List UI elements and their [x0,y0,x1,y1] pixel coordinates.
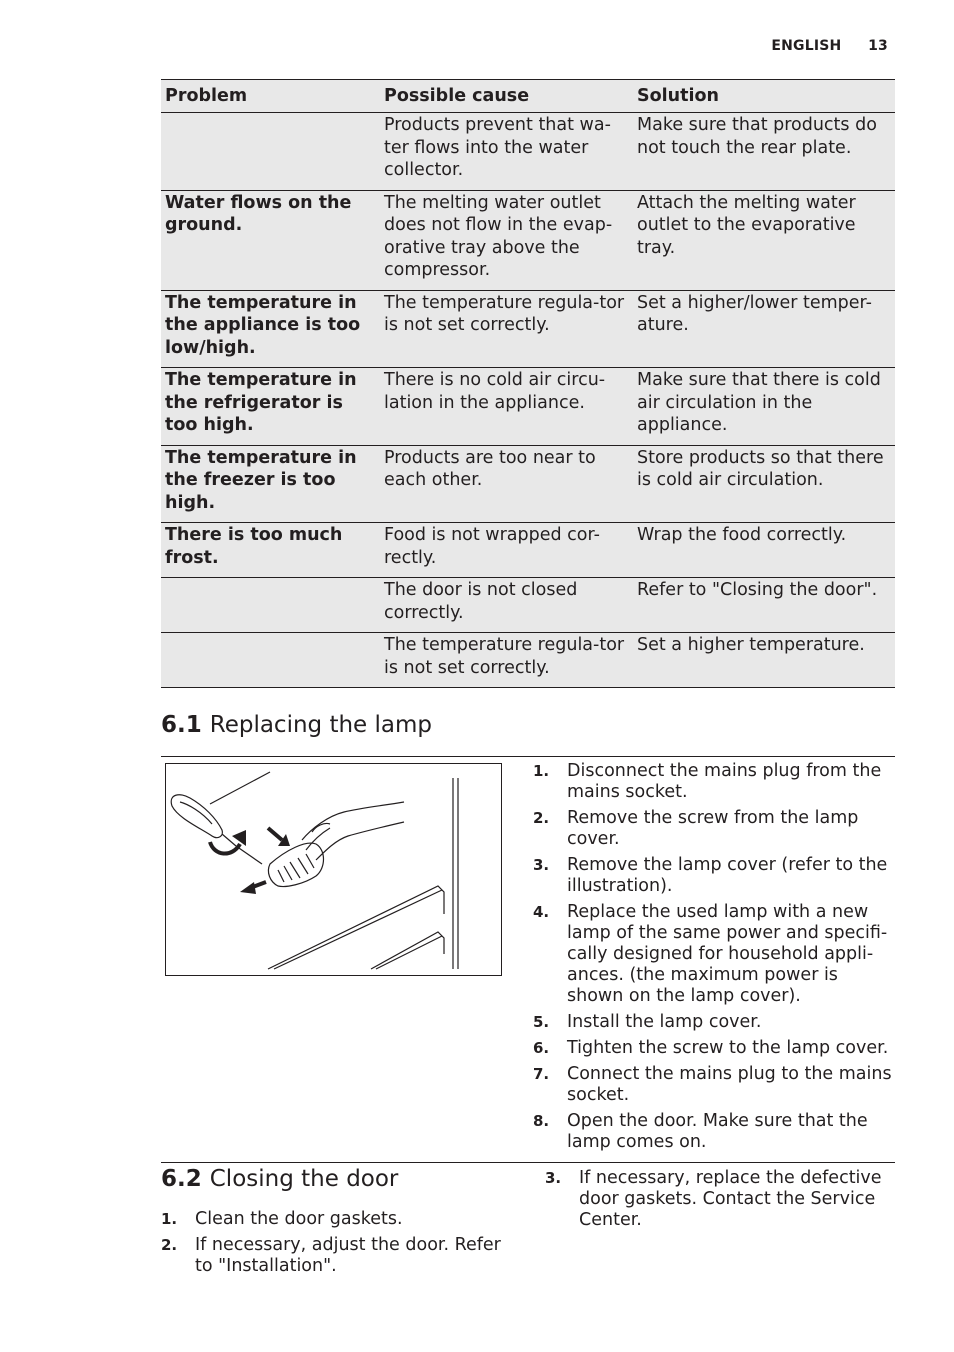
section-divider [161,756,895,757]
list-item [533,1038,893,1059]
door-steps-list-right [545,1168,890,1236]
cell-cause: Products prevent that wa-ter flows into the water collector. [380,113,633,191]
cell-solution: Make sure that products do not touch the rear plate. [633,113,895,191]
list-item [533,1012,893,1033]
lamp-steps-list [533,761,893,1158]
step-number: 4. [533,903,550,921]
list-item [161,1209,501,1230]
step-text: Remove the lamp cover (refer to the illustration). [567,855,888,896]
cell-solution: Wrap the food correctly. [633,523,895,578]
list-item [533,808,893,850]
lamp-replacement-illustration [165,763,502,976]
list-item [533,1111,893,1153]
step-number: 7. [533,1065,550,1083]
cell-problem: There is too much frost. [161,523,380,578]
cell-problem [161,578,380,633]
troubleshooting-table [161,79,895,688]
list-item [533,855,893,897]
step-number: 3. [533,856,550,874]
section-heading-closing-door [161,1166,398,1192]
cell-problem [161,633,380,688]
lamp-replacement-icon [166,764,501,975]
section-title: Replacing the lamp [209,712,433,738]
section-title: Closing the door [209,1166,399,1192]
table-row [161,290,895,368]
section-heading-replacing-lamp [161,712,432,738]
step-text: Tighten the screw to the lamp cover. [567,1038,889,1058]
cell-cause: Food is not wrapped cor-rectly. [380,523,633,578]
cell-solution: Set a higher temperature. [633,633,895,688]
cell-solution: Make sure that there is cold air circulation in the appliance. [633,368,895,446]
cell-cause: The door is not closed correctly. [380,578,633,633]
cell-cause: Products are too near to each other. [380,445,633,523]
cell-solution: Refer to "Closing the door". [633,578,895,633]
step-number: 8. [533,1112,550,1130]
step-number: 1. [161,1210,178,1228]
column-header-solution: Solution [633,80,895,113]
cell-solution: Store products so that there is cold air circulation. [633,445,895,523]
table-header-row [161,80,895,113]
list-item [533,902,893,1007]
door-steps-list-left [161,1209,501,1282]
step-number: 2. [533,809,550,827]
cell-problem [161,113,380,191]
step-text: If necessary, adjust the door. Refer to "Installation". [195,1235,501,1276]
step-number: 1. [533,762,550,780]
step-text: Replace the used lamp with a new lamp of the same power and specifi-cally designed for household appli-ances. (the maximum power is shown on the lamp cover). [567,902,888,1006]
step-text: Remove the screw from the lamp cover. [567,808,859,849]
table-row [161,523,895,578]
header-language: ENGLISH [771,38,842,54]
table-row [161,445,895,523]
cell-problem: The temperature in the freezer is too high. [161,445,380,523]
list-item [161,1235,501,1277]
cell-problem: Water flows on the ground. [161,190,380,290]
step-number: 5. [533,1013,550,1031]
list-item [545,1168,890,1231]
section-number: 6.2 [161,1166,202,1192]
list-item [533,1064,893,1106]
section-divider [161,1162,895,1163]
step-text: Disconnect the mains plug from the mains socket. [567,761,882,802]
step-number: 3. [545,1169,562,1187]
cell-problem: The temperature in the appliance is too low/high. [161,290,380,368]
step-text: If necessary, replace the defective door gaskets. Contact the Service Center. [579,1168,882,1230]
cell-cause: The temperature regula-tor is not set correctly. [380,290,633,368]
step-text: Connect the mains plug to the mains socket. [567,1064,892,1105]
step-text: Open the door. Make sure that the lamp comes on. [567,1111,868,1152]
cell-problem: The temperature in the refrigerator is too high. [161,368,380,446]
table-row [161,368,895,446]
cell-solution: Set a higher/lower temper-ature. [633,290,895,368]
step-text: Install the lamp cover. [567,1012,762,1032]
step-number: 2. [161,1236,178,1254]
cell-solution: Attach the melting water outlet to the evaporative tray. [633,190,895,290]
page-header [771,38,888,54]
cell-cause: The temperature regula-tor is not set correctly. [380,633,633,688]
table-row [161,633,895,688]
table-row [161,113,895,191]
page-number: 13 [868,38,888,54]
cell-cause: The melting water outlet does not flow in the evap-orative tray above the compressor. [380,190,633,290]
table-row [161,578,895,633]
step-number: 6. [533,1039,550,1057]
list-item [533,761,893,803]
step-text: Clean the door gaskets. [195,1209,403,1229]
column-header-cause: Possible cause [380,80,633,113]
cell-cause: There is no cold air circu-lation in the appliance. [380,368,633,446]
section-number: 6.1 [161,712,202,738]
column-header-problem: Problem [161,80,380,113]
table-row [161,190,895,290]
